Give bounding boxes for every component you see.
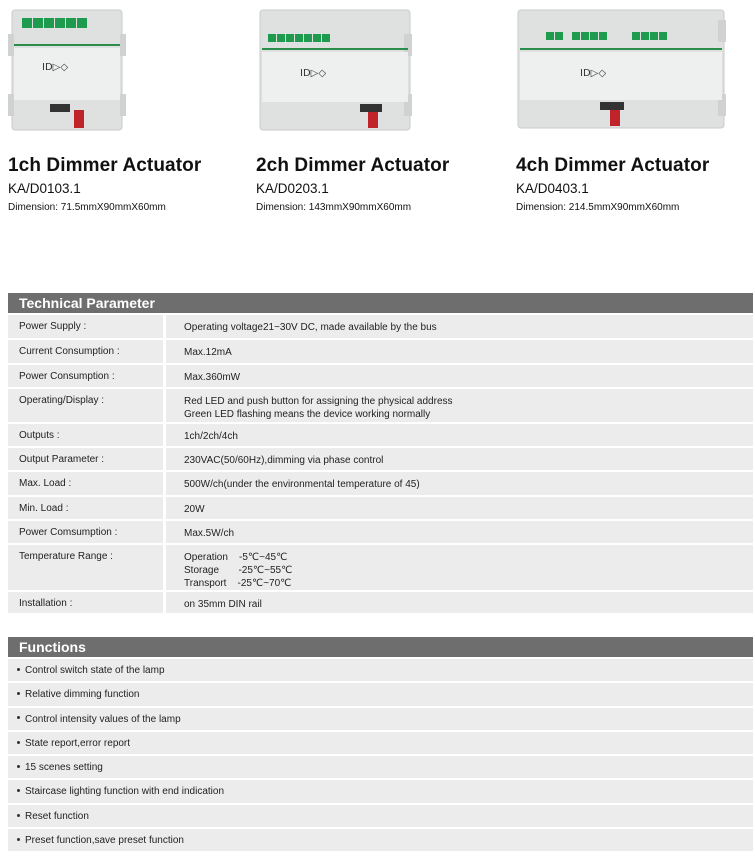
function-text: Staircase lighting function with end indication [25, 786, 225, 798]
function-text: Preset function,save preset function [25, 835, 184, 847]
parameter-value-line: Storage -25℃~55℃ [184, 565, 293, 577]
parameter-value-line: on 35mm DIN rail [184, 599, 262, 611]
parameter-label: Output Parameter : [19, 454, 105, 466]
bullet-icon [17, 692, 20, 695]
parameter-row [8, 472, 753, 494]
parameter-label: Installation : [19, 598, 73, 610]
function-text: Control switch state of the lamp [25, 665, 165, 676]
svg-text:ID▷◇: ID▷◇ [580, 68, 607, 79]
parameter-label: Power Comsumption : [19, 527, 118, 539]
parameter-row [8, 448, 753, 470]
parameter-value-line: Red LED and push button for assigning the physical address [184, 395, 453, 407]
functions-header: Functions [8, 637, 753, 657]
function-item [8, 756, 753, 778]
parameter-label: Operating/Display : [19, 394, 105, 406]
parameter-value-line: Operation -5℃~45℃ [184, 552, 288, 564]
parameter-value-line: Max.5W/ch [184, 528, 235, 540]
product-name: 1ch Dimmer Actuator [8, 155, 202, 176]
parameter-value-line: 1ch/2ch/4ch [184, 430, 238, 442]
functions-list [8, 659, 753, 853]
svg-text:ID▷◇: ID▷◇ [42, 62, 69, 73]
product-code: KA/D0103.1 [8, 181, 81, 196]
bullet-icon [17, 814, 20, 817]
product-code: KA/D0203.1 [256, 181, 329, 196]
bullet-icon [17, 741, 20, 744]
parameter-label: Current Consumption : [19, 346, 120, 358]
parameter-value-line: Max.360mW [184, 371, 241, 383]
parameter-value [166, 497, 753, 519]
parameter-row [8, 365, 753, 387]
parameter-value [166, 545, 753, 590]
parameter-label: Min. Load : [19, 502, 69, 514]
product-name: 2ch Dimmer Actuator [256, 155, 450, 176]
parameter-value-line: Max.12mA [184, 347, 232, 359]
function-item [8, 659, 753, 681]
function-item [8, 780, 753, 802]
function-text: Control intensity values of the lamp [25, 713, 181, 725]
dimmer-actuator-2ch-icon [256, 8, 416, 137]
function-text: 15 scenes setting [25, 762, 103, 774]
parameter-row [8, 340, 753, 362]
bullet-icon [17, 668, 20, 671]
technical-parameter-header: Technical Parameter [8, 293, 753, 313]
bullet-icon [17, 716, 20, 719]
product-dimension: Dimension: 143mmX90mmX60mm [256, 202, 412, 213]
parameter-row [8, 545, 753, 590]
parameter-value [166, 472, 753, 494]
parameter-value-line: 230VAC(50/60Hz),dimming via phase control [184, 455, 384, 467]
function-text: Relative dimming function [25, 689, 140, 701]
parameter-row [8, 592, 753, 613]
function-item [8, 708, 753, 730]
function-item [8, 683, 753, 705]
product-dimension: Dimension: 214.5mmX90mmX60mm [516, 202, 680, 213]
function-text: State report,error report [25, 737, 131, 749]
parameter-row [8, 521, 753, 543]
parameter-value [166, 365, 753, 387]
dimmer-actuator-4ch-icon [516, 8, 730, 137]
parameter-value-line: 20W [184, 503, 205, 515]
parameter-value [166, 389, 753, 422]
parameter-value [166, 424, 753, 446]
parameter-label: Outputs : [19, 429, 60, 441]
svg-text:ID▷◇: ID▷◇ [300, 68, 327, 79]
bullet-icon [17, 765, 20, 768]
product-dimension: Dimension: 71.5mmX90mmX60mm [8, 202, 166, 213]
bullet-icon [17, 789, 20, 792]
product-code: KA/D0403.1 [516, 181, 589, 196]
parameter-value [166, 592, 753, 613]
parameter-label: Max. Load : [19, 478, 72, 490]
function-item [8, 829, 753, 851]
parameter-value [166, 340, 753, 362]
function-text: Reset function [25, 810, 89, 822]
parameter-label: Temperature Range : [19, 551, 113, 563]
parameter-row [8, 389, 753, 422]
parameter-value-line: Operating voltage21~30V DC, made available by the bus [184, 322, 437, 333]
parameter-value-line: Green LED flashing means the device working normally [184, 408, 431, 420]
parameter-label: Power Supply : [19, 321, 87, 332]
parameter-value [166, 448, 753, 470]
product-name: 4ch Dimmer Actuator [516, 155, 710, 176]
function-item [8, 805, 753, 827]
function-item [8, 732, 753, 754]
parameter-row [8, 315, 753, 338]
parameter-row [8, 497, 753, 519]
parameter-label: Power Consumption : [19, 370, 115, 382]
parameter-value [166, 315, 753, 338]
bullet-icon [17, 838, 20, 841]
parameter-value-line: Transport -25℃~70℃ [184, 578, 292, 590]
parameter-row [8, 424, 753, 446]
dimmer-actuator-1ch-icon [8, 8, 126, 137]
parameter-value-line: 500W/ch(under the environmental temperature of 45) [184, 479, 420, 491]
technical-parameter-table [8, 315, 753, 615]
parameter-value [166, 521, 753, 543]
